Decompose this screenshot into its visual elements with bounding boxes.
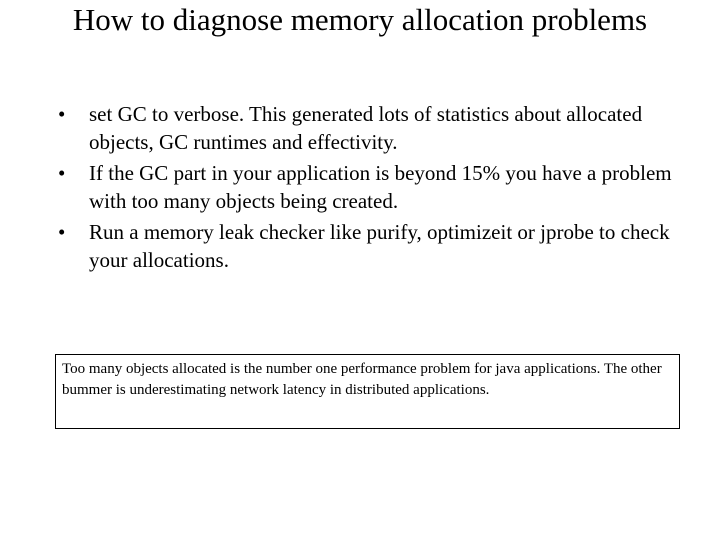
bullet-marker: • <box>58 161 66 185</box>
bullet-item <box>56 159 676 215</box>
bullet-marker: • <box>58 102 66 126</box>
bullet-list <box>56 100 676 277</box>
note-box: Too many objects allocated is the number one performance problem for java applications. The other bummer is underestimating network latency in distributed applications. <box>55 354 680 429</box>
bullet-item <box>56 100 676 156</box>
bullet-text: Run a memory leak checker like purify, optimizeit or jprobe to check your allocations. <box>89 220 670 272</box>
bullet-item <box>56 218 676 274</box>
bullet-text: set GC to verbose. This generated lots of statistics about allocated objects, GC runtimes and effectivity. <box>89 102 643 154</box>
bullet-marker: • <box>58 220 66 244</box>
bullet-text: If the GC part in your application is beyond 15% you have a problem with too many objects being created. <box>89 161 672 213</box>
slide-title: How to diagnose memory allocation problems <box>72 2 648 37</box>
